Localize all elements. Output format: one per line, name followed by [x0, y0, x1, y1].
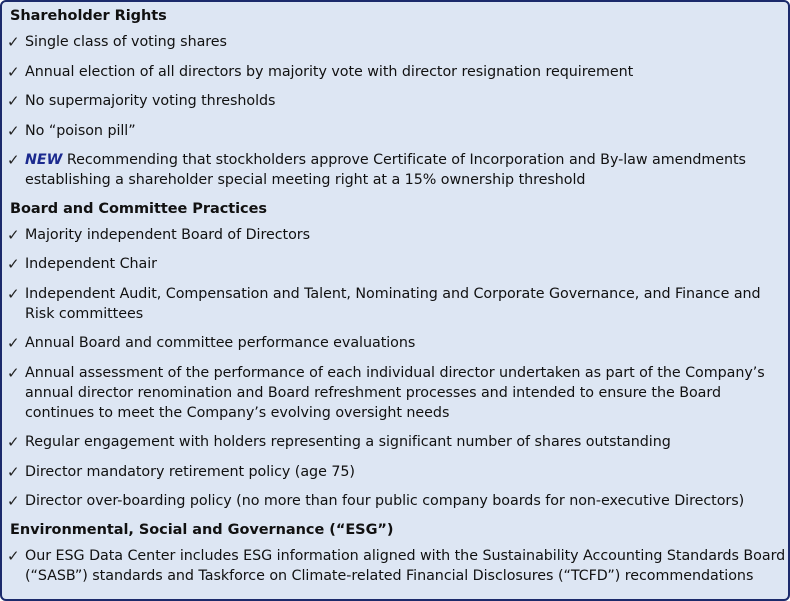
- checklist-item: [7, 546, 788, 586]
- section-heading: Board and Committee Practices: [10, 200, 267, 217]
- checkmark-icon: ✓: [7, 492, 20, 510]
- checklist-item: [7, 363, 788, 423]
- checklist-item-text: Recommending that stockholders approve Certificate of Incorporation and By-law amendments establishing a shareholder special meeting right at a 15% ownership threshold: [25, 152, 746, 188]
- checklist-item: [7, 254, 788, 274]
- section-1: [7, 200, 788, 512]
- checkmark-icon: ✓: [7, 92, 20, 110]
- checklist-item-text: Independent Audit, Compensation and Talent, Nominating and Corporate Governance, and Finance and Risk committees: [25, 285, 761, 322]
- checklist-item-text: No “poison pill”: [25, 122, 136, 139]
- checklist-item: [7, 432, 788, 452]
- checklist-item-text: Our ESG Data Center includes ESG information aligned with the Sustainability Accounting Standards Board (“SASB”) standards and Taskforce on Climate-related Financial Disclosures (“TCFD”) recommendations: [25, 547, 786, 584]
- checklist-item-text: Annual Board and committee performance evaluations: [25, 335, 416, 351]
- checklist-item-text: No supermajority voting thresholds: [25, 93, 276, 109]
- checkmark-icon: ✓: [7, 462, 20, 481]
- checklist-item: [7, 121, 788, 141]
- checkmark-icon: ✓: [7, 546, 20, 565]
- checklist: [7, 32, 788, 190]
- checklist-item-text: Independent Chair: [25, 256, 157, 272]
- checklist-item-text: Annual election of all directors by majority vote with director resignation requirement: [25, 63, 634, 80]
- checkmark-icon: ✓: [7, 255, 20, 273]
- checkmark-icon: ✓: [7, 334, 20, 352]
- checklist-item: [7, 91, 788, 111]
- checkmark-icon: ✓: [7, 433, 20, 451]
- checkmark-icon: ✓: [7, 284, 20, 303]
- checkmark-icon: ✓: [7, 121, 20, 140]
- section-2: [7, 521, 788, 586]
- checklist-item: [7, 491, 788, 511]
- section-0: [7, 7, 788, 190]
- checklist-item-text: Single class of voting shares: [25, 34, 227, 50]
- checklist: [7, 546, 788, 586]
- checkmark-icon: ✓: [7, 62, 20, 81]
- checklist-item: [7, 225, 788, 245]
- checkmark-icon: ✓: [7, 225, 20, 244]
- panel-content: [2, 2, 788, 586]
- checklist-item: [7, 333, 788, 353]
- checklist-item-text: Annual assessment of the performance of each individual director undertaken as part of the Company’s annual director renomination and Board refreshment processes and intended to ensure the Board continues to meet the Company’s evolving oversight needs: [25, 364, 765, 421]
- checkmark-icon: ✓: [7, 33, 20, 51]
- checklist-item-text: Director over-boarding policy (no more than four public company boards for non-executive Directors): [25, 493, 745, 509]
- checklist-item: [7, 150, 788, 190]
- checklist-item: [7, 32, 788, 52]
- checklist: [7, 225, 788, 512]
- section-heading: Shareholder Rights: [10, 8, 167, 24]
- checklist-item-text: Director mandatory retirement policy (age 75): [25, 463, 355, 480]
- checklist-item-text: Regular engagement with holders representing a significant number of shares outstanding: [25, 434, 671, 450]
- checklist-item: [7, 62, 788, 82]
- new-badge: NEW: [25, 152, 63, 168]
- section-heading: Environmental, Social and Governance (“ESG”): [10, 521, 394, 538]
- checklist-item: [7, 284, 788, 324]
- checklist-item: [7, 462, 788, 482]
- checkmark-icon: ✓: [7, 363, 20, 382]
- checklist-item-text: Majority independent Board of Directors: [25, 226, 311, 243]
- checkmark-icon: ✓: [7, 151, 20, 169]
